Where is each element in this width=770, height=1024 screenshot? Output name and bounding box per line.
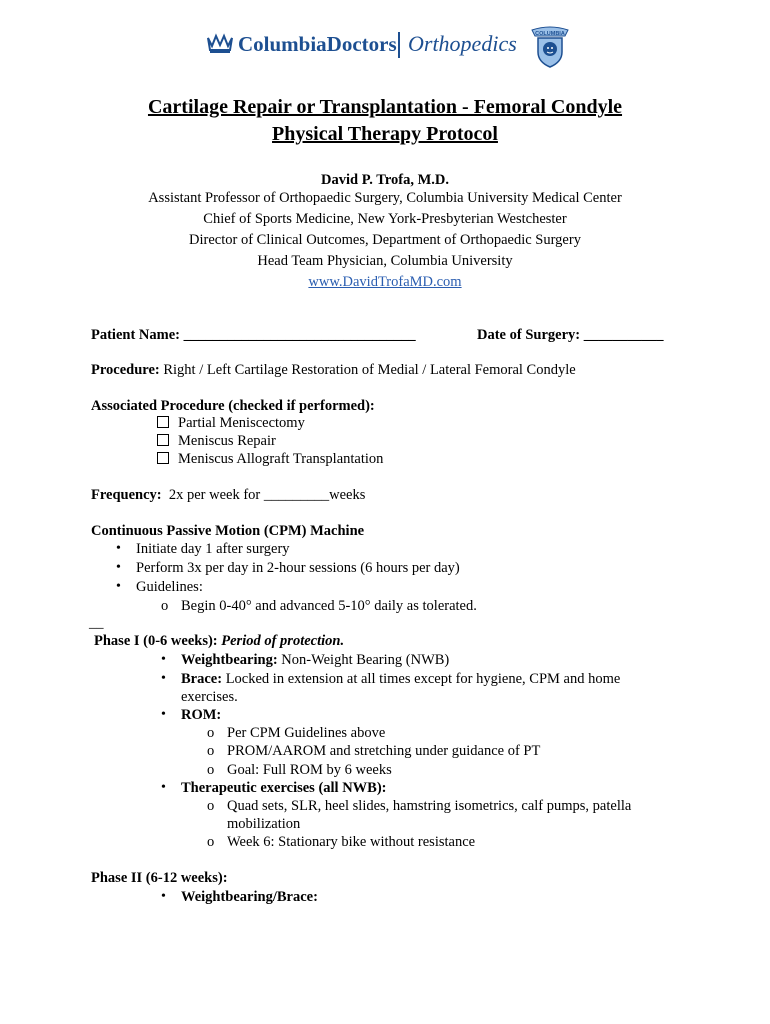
phase-1-rom: • ROM: <box>181 706 221 724</box>
header-logo <box>0 26 770 72</box>
phase-1-heading <box>94 632 344 650</box>
phase-1-rom-item-1: o Per CPM Guidelines above <box>227 724 385 742</box>
checkbox[interactable] <box>157 452 169 464</box>
cpm-heading: Continuous Passive Motion (CPM) Machine <box>91 523 365 539</box>
logo-divider <box>398 32 400 58</box>
lion-shield-icon <box>527 26 573 68</box>
author-role-3: Director of Clinical Outcomes, Department of Orthopaedic Surgery <box>189 232 581 248</box>
crown-icon <box>206 32 234 54</box>
surgery-date-field[interactable]: ___________ <box>583 327 664 343</box>
cpm-bullet-2: • Perform 3x per day in 2-hour sessions (6 hours per day) <box>136 559 460 577</box>
frequency-text: 2x per week for _________weeks <box>161 487 366 503</box>
phase-1-label: Phase I (0-6 weeks): <box>94 633 218 649</box>
document-title-line-2: Physical Therapy Protocol <box>272 123 498 145</box>
phase-2-heading: Phase II (6-12 weeks): <box>91 870 228 886</box>
phase-1-weightbearing: • Weightbearing: Non-Weight Bearing (NWB) <box>181 651 449 669</box>
author-website-link[interactable]: www.DavidTrofaMD.com <box>308 274 462 290</box>
frequency-label: Frequency: <box>91 487 162 503</box>
phase-1-rom-item-2: o PROM/AAROM and stretching under guidance of PT <box>227 742 540 760</box>
checkbox[interactable] <box>157 434 169 446</box>
associated-procedure-heading: Associated Procedure (checked if performed): <box>91 398 375 414</box>
divider-mark: __ <box>89 615 104 631</box>
phase-1-subtitle: Period of protection. <box>221 633 345 649</box>
checkbox-item-meniscus-repair[interactable]: Meniscus Repair <box>157 432 276 450</box>
procedure-text: Right / Left Cartilage Restoration of Medial / Lateral Femoral Condyle <box>159 362 576 378</box>
patient-name-field[interactable]: ________________________________ <box>183 327 416 343</box>
checkbox-item-meniscus-allograft[interactable]: Meniscus Allograft Transplantation <box>157 450 383 468</box>
cpm-sub-bullet: o Begin 0-40° and advanced 5-10° daily as tolerated. <box>181 597 477 615</box>
phase-1-therapeutic: • Therapeutic exercises (all NWB): <box>181 779 387 797</box>
checkbox-item-partial-meniscectomy[interactable]: Partial Meniscectomy <box>157 414 305 432</box>
cpm-bullet-1: • Initiate day 1 after surgery <box>136 540 290 558</box>
lion-banner-text: COLUMBIA <box>535 31 565 37</box>
author-name: David P. Trofa, M.D. <box>321 172 449 188</box>
frequency-row <box>91 486 365 504</box>
document-title-line-1: Cartilage Repair or Transplantation - Femoral Condyle <box>147 96 623 118</box>
phase-1-ther-item-1: o Quad sets, SLR, heel slides, hamstring isometrics, calf pumps, patella <box>227 797 631 815</box>
author-role-4: Head Team Physician, Columbia University <box>257 253 513 269</box>
phase-1-rom-item-3: o Goal: Full ROM by 6 weeks <box>227 761 392 779</box>
surgery-date-row <box>477 326 663 344</box>
checkbox[interactable] <box>157 416 169 428</box>
patient-name-label: Patient Name: <box>91 327 180 343</box>
author-role-1: Assistant Professor of Orthopaedic Surgery, Columbia University Medical Center <box>148 190 622 206</box>
phase-1-brace-cont: exercises. <box>181 689 238 705</box>
procedure-row <box>91 361 576 379</box>
procedure-label: Procedure: <box>91 362 160 378</box>
phase-1-ther-item-1-cont: mobilization <box>227 816 301 832</box>
phase-1-brace: • Brace: Locked in extension at all times except for hygiene, CPM and home <box>181 670 620 688</box>
phase-1-ther-item-2: o Week 6: Stationary bike without resistance <box>227 833 475 851</box>
phase-2-weightbearing: • Weightbearing/Brace: <box>181 888 318 906</box>
brand-name: ColumbiaDoctors <box>238 32 397 56</box>
author-website-row <box>0 272 770 293</box>
author-role-2: Chief of Sports Medicine, New York-Presbyterian Westchester <box>203 211 567 227</box>
surgery-date-label: Date of Surgery: <box>477 327 581 343</box>
department-name: Orthopedics <box>408 31 517 56</box>
patient-name-row <box>91 326 416 344</box>
cpm-bullet-3: • Guidelines: <box>136 578 203 596</box>
